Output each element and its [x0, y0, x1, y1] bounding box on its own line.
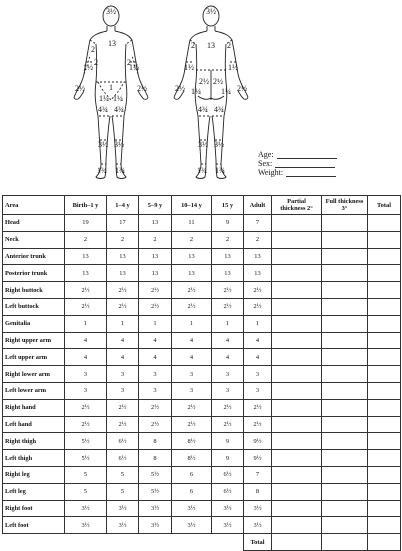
percent-cell: 2½: [244, 399, 272, 416]
row-total-input[interactable]: [368, 433, 401, 450]
partial-thickness-input[interactable]: [272, 248, 322, 265]
table-row: [3, 248, 401, 265]
back-area-percent-label: 2½: [175, 84, 185, 93]
partial-thickness-input[interactable]: [272, 500, 322, 517]
percent-cell: 3: [139, 366, 172, 383]
full-total-input[interactable]: [322, 534, 368, 551]
percent-cell: 4: [107, 349, 139, 366]
percent-cell: 13: [244, 248, 272, 265]
area-name-cell: Left thigh: [3, 450, 65, 467]
percent-cell: 6½: [212, 483, 244, 500]
percent-cell: 2½: [107, 399, 139, 416]
area-name-cell: Right buttock: [3, 282, 65, 299]
percent-cell: 3½: [212, 500, 244, 517]
area-name-cell: Left buttock: [3, 298, 65, 315]
percent-cell: 4: [65, 332, 107, 349]
percent-cell: 7: [244, 466, 272, 483]
table-row: [3, 298, 401, 315]
back-area-percent-label: 2½: [199, 77, 209, 86]
front-area-percent-label: 2: [91, 45, 95, 54]
percent-cell: 3½: [107, 500, 139, 517]
partial-thickness-input[interactable]: [272, 282, 322, 299]
percent-cell: 13: [139, 215, 172, 232]
full-thickness-input[interactable]: [322, 215, 368, 232]
table-row: [3, 483, 401, 500]
col-header-birth-1y: Birth–1 y: [65, 196, 107, 215]
area-name-cell: Genitalia: [3, 315, 65, 332]
percent-cell: 5: [107, 483, 139, 500]
percent-cell: 2½: [139, 399, 172, 416]
full-thickness-input[interactable]: [322, 298, 368, 315]
table-row: [3, 349, 401, 366]
percent-cell: 3: [172, 382, 212, 399]
percent-cell: 2½: [212, 298, 244, 315]
back-area-percent-label: 4¾: [198, 105, 208, 114]
full-thickness-input[interactable]: [322, 382, 368, 399]
front-area-percent-label: 3½: [106, 7, 116, 16]
patient-info: [258, 150, 337, 177]
percent-cell: 2½: [212, 416, 244, 433]
percent-cell: 3½: [65, 500, 107, 517]
row-total-input[interactable]: [368, 416, 401, 433]
front-area-percent-label: 3½: [114, 140, 124, 149]
percent-cell: 8: [139, 450, 172, 467]
percent-cell: 13: [244, 265, 272, 282]
col-header-15y: 15 y: [212, 196, 244, 215]
col-header-1-4y: 1–4 y: [107, 196, 139, 215]
full-thickness-input[interactable]: [322, 483, 368, 500]
back-area-percent-label: 2: [191, 41, 195, 50]
percent-cell: 9½: [244, 433, 272, 450]
percent-cell: 3: [107, 382, 139, 399]
blank-cell: [3, 534, 65, 551]
percent-cell: 13: [212, 265, 244, 282]
area-name-cell: Neck: [3, 231, 65, 248]
row-total-input[interactable]: [368, 332, 401, 349]
row-total-input[interactable]: [368, 298, 401, 315]
percent-cell: 5: [65, 483, 107, 500]
full-thickness-input[interactable]: [322, 248, 368, 265]
table-row: [3, 265, 401, 282]
grand-total-input[interactable]: [368, 534, 401, 551]
percent-cell: 6: [172, 466, 212, 483]
percent-cell: 4: [172, 349, 212, 366]
full-thickness-input[interactable]: [322, 517, 368, 534]
front-area-percent-label: 2½: [75, 84, 85, 93]
front-area-percent-label: 1½: [83, 63, 93, 72]
front-area-percent-label: 2½: [137, 84, 147, 93]
back-area-percent-label: 2½: [237, 84, 247, 93]
back-area-percent-label: 2½: [213, 77, 223, 86]
area-name-cell: Right lower arm: [3, 366, 65, 383]
percent-cell: 2: [65, 231, 107, 248]
percent-cell: 8: [244, 483, 272, 500]
blank-cell: [107, 534, 139, 551]
area-name-cell: Left foot: [3, 517, 65, 534]
percent-cell: 11: [172, 215, 212, 232]
row-total-input[interactable]: [368, 366, 401, 383]
percent-cell: 8: [139, 433, 172, 450]
percent-cell: 2: [107, 231, 139, 248]
percent-cell: 9: [212, 450, 244, 467]
percent-cell: 3: [107, 366, 139, 383]
table-row: [3, 215, 401, 232]
weight-label: Weight:: [258, 168, 284, 177]
percent-cell: 2½: [172, 399, 212, 416]
percent-cell: 6: [172, 483, 212, 500]
row-total-input[interactable]: [368, 399, 401, 416]
back-area-percent-label: 3½: [214, 140, 224, 149]
total-row: [3, 534, 401, 551]
area-name-cell: Right foot: [3, 500, 65, 517]
percent-cell: 2½: [65, 399, 107, 416]
front-area-percent-label: 3½: [98, 140, 108, 149]
blank-cell: [65, 534, 107, 551]
percent-cell: 3½: [107, 517, 139, 534]
percent-cell: 3½: [244, 500, 272, 517]
percent-cell: 2½: [107, 416, 139, 433]
percent-cell: 2½: [65, 282, 107, 299]
percent-cell: 1: [139, 315, 172, 332]
percent-cell: 13: [172, 248, 212, 265]
table-row: [3, 399, 401, 416]
partial-thickness-input[interactable]: [272, 265, 322, 282]
col-header-adult: Adult: [244, 196, 272, 215]
percent-cell: 6½: [107, 433, 139, 450]
percent-cell: 2½: [212, 399, 244, 416]
front-area-percent-label: 13: [108, 39, 116, 48]
partial-thickness-input[interactable]: [272, 315, 322, 332]
full-thickness-input[interactable]: [322, 366, 368, 383]
percent-cell: 8½: [172, 433, 212, 450]
front-area-percent-label: 2: [94, 58, 98, 67]
table-header-row: [3, 196, 401, 215]
full-thickness-input[interactable]: [322, 349, 368, 366]
table-row: [3, 231, 401, 248]
percent-cell: 3: [65, 366, 107, 383]
col-header-area: Area: [3, 196, 65, 215]
back-area-percent-label: 13: [207, 41, 215, 50]
front-area-labels: [75, 7, 147, 175]
partial-thickness-input[interactable]: [272, 433, 322, 450]
full-thickness-input[interactable]: [322, 315, 368, 332]
area-name-cell: Right leg: [3, 466, 65, 483]
table-row: [3, 517, 401, 534]
row-total-input[interactable]: [368, 265, 401, 282]
percent-cell: 4: [139, 332, 172, 349]
percent-cell: 4: [107, 332, 139, 349]
percent-cell: 2½: [107, 282, 139, 299]
percent-cell: 3: [65, 382, 107, 399]
area-name-cell: Left upper arm: [3, 349, 65, 366]
front-area-percent-label: 2: [127, 58, 131, 67]
front-area-percent-label: 4¾: [98, 105, 108, 114]
percent-cell: 2½: [212, 282, 244, 299]
area-name-cell: Anterior trunk: [3, 248, 65, 265]
area-name-cell: Posterior trunk: [3, 265, 65, 282]
percent-cell: 2½: [244, 416, 272, 433]
percent-cell: 3: [139, 382, 172, 399]
partial-thickness-input[interactable]: [272, 483, 322, 500]
percent-cell: 3½: [172, 517, 212, 534]
percent-cell: 13: [172, 265, 212, 282]
percent-cell: 2½: [107, 298, 139, 315]
col-header-total: Total: [368, 196, 401, 215]
percent-cell: 4: [139, 349, 172, 366]
percent-cell: 3: [212, 366, 244, 383]
partial-thickness-input[interactable]: [272, 382, 322, 399]
row-total-input[interactable]: [368, 450, 401, 467]
front-area-percent-label: 1: [109, 83, 113, 92]
percent-cell: 2½: [139, 416, 172, 433]
col-header-10-14y: 10–14 y: [172, 196, 212, 215]
percent-cell: 2½: [65, 416, 107, 433]
percent-cell: 2: [212, 231, 244, 248]
percent-cell: 6½: [107, 450, 139, 467]
percent-cell: 3½: [244, 517, 272, 534]
blank-cell: [212, 534, 244, 551]
table-row: [3, 332, 401, 349]
weight-field[interactable]: [286, 169, 336, 177]
percent-cell: 2½: [139, 298, 172, 315]
table-row: [3, 500, 401, 517]
area-name-cell: Right upper arm: [3, 332, 65, 349]
partial-thickness-input[interactable]: [272, 416, 322, 433]
row-total-input[interactable]: [368, 248, 401, 265]
partial-total-input[interactable]: [272, 534, 322, 551]
table-row: [3, 366, 401, 383]
col-header-partial-thickness: Partial thickness 2°: [272, 196, 322, 215]
percent-cell: 2½: [244, 282, 272, 299]
row-total-input[interactable]: [368, 500, 401, 517]
back-area-percent-label: 1½: [184, 63, 194, 72]
percent-cell: 4: [172, 332, 212, 349]
percent-cell: 2½: [172, 298, 212, 315]
percent-cell: 7: [244, 215, 272, 232]
area-name-cell: Left lower arm: [3, 382, 65, 399]
percent-cell: 2: [139, 231, 172, 248]
percent-cell: 2: [172, 231, 212, 248]
percent-cell: 4: [212, 349, 244, 366]
percent-cell: 1: [244, 315, 272, 332]
row-total-input[interactable]: [368, 215, 401, 232]
percent-cell: 2½: [172, 416, 212, 433]
percent-cell: 2½: [172, 282, 212, 299]
blank-cell: [139, 534, 172, 551]
percent-cell: 13: [139, 248, 172, 265]
row-total-input[interactable]: [368, 483, 401, 500]
row-total-input[interactable]: [368, 282, 401, 299]
burn-area-table: [2, 195, 401, 551]
percent-cell: 13: [212, 248, 244, 265]
age-label: Age:: [258, 150, 274, 159]
percent-cell: 2½: [139, 282, 172, 299]
percent-cell: 3½: [139, 500, 172, 517]
full-thickness-input[interactable]: [322, 231, 368, 248]
area-name-cell: Left leg: [3, 483, 65, 500]
table-row: [3, 382, 401, 399]
partial-thickness-input[interactable]: [272, 298, 322, 315]
percent-cell: 2: [244, 231, 272, 248]
percent-cell: 3: [212, 382, 244, 399]
percent-cell: 17: [107, 215, 139, 232]
total-label: Total: [244, 534, 272, 551]
full-thickness-input[interactable]: [322, 399, 368, 416]
back-area-percent-label: 2: [227, 41, 231, 50]
age-field[interactable]: [277, 151, 337, 159]
sex-field[interactable]: [275, 160, 335, 168]
percent-cell: 8½: [172, 450, 212, 467]
col-header-full-thickness: Full thickness 3°: [322, 196, 368, 215]
percent-cell: 13: [139, 265, 172, 282]
table-row: [3, 433, 401, 450]
percent-cell: 3½: [212, 517, 244, 534]
area-name-cell: Right hand: [3, 399, 65, 416]
partial-thickness-input[interactable]: [272, 466, 322, 483]
percent-cell: 1: [107, 315, 139, 332]
back-area-percent-label: 1¼: [191, 87, 201, 96]
area-name-cell: Head: [3, 215, 65, 232]
area-name-cell: Left hand: [3, 416, 65, 433]
back-area-percent-label: 3½: [206, 7, 216, 16]
table-row: [3, 450, 401, 467]
back-area-percent-label: 1¾: [197, 166, 207, 175]
percent-cell: 3: [244, 366, 272, 383]
table-row: [3, 282, 401, 299]
table-row: [3, 416, 401, 433]
full-thickness-input[interactable]: [322, 500, 368, 517]
front-area-percent-label: 1¾: [115, 166, 125, 175]
sex-label: Sex:: [258, 159, 273, 168]
percent-cell: 9: [212, 433, 244, 450]
full-thickness-input[interactable]: [322, 282, 368, 299]
percent-cell: 3½: [65, 517, 107, 534]
row-total-input[interactable]: [368, 231, 401, 248]
full-thickness-input[interactable]: [322, 433, 368, 450]
percent-cell: 5: [65, 466, 107, 483]
percent-cell: 13: [65, 248, 107, 265]
row-total-input[interactable]: [368, 466, 401, 483]
back-area-percent-label: 3½: [198, 140, 208, 149]
row-total-input[interactable]: [368, 517, 401, 534]
percent-cell: 2½: [65, 298, 107, 315]
partial-thickness-input[interactable]: [272, 231, 322, 248]
percent-cell: 1: [172, 315, 212, 332]
percent-cell: 5½: [65, 450, 107, 467]
percent-cell: 4: [244, 349, 272, 366]
front-area-percent-label: 1¼: [113, 94, 123, 103]
percent-cell: 5½: [139, 483, 172, 500]
front-area-percent-label: 1¾: [97, 166, 107, 175]
age-row: [258, 150, 337, 159]
area-name-cell: Right thigh: [3, 433, 65, 450]
row-total-input[interactable]: [368, 349, 401, 366]
partial-thickness-input[interactable]: [272, 517, 322, 534]
percent-cell: 4: [65, 349, 107, 366]
percent-cell: 13: [107, 265, 139, 282]
percent-cell: 19: [65, 215, 107, 232]
table-row: [3, 315, 401, 332]
percent-cell: 3: [172, 366, 212, 383]
partial-thickness-input[interactable]: [272, 399, 322, 416]
row-total-input[interactable]: [368, 315, 401, 332]
percent-cell: 9½: [244, 450, 272, 467]
percent-cell: 5½: [65, 433, 107, 450]
percent-cell: 5½: [139, 466, 172, 483]
weight-row: [258, 168, 337, 177]
percent-cell: 4: [212, 332, 244, 349]
percent-cell: 13: [65, 265, 107, 282]
front-area-percent-label: 1¼: [99, 94, 109, 103]
blank-cell: [172, 534, 212, 551]
table-row: [3, 466, 401, 483]
partial-thickness-input[interactable]: [272, 332, 322, 349]
percent-cell: 2½: [244, 298, 272, 315]
partial-thickness-input[interactable]: [272, 349, 322, 366]
percent-cell: 9: [212, 215, 244, 232]
back-area-percent-label: 1¼: [221, 87, 231, 96]
back-area-percent-label: 4¾: [214, 105, 224, 114]
full-thickness-input[interactable]: [322, 416, 368, 433]
full-thickness-input[interactable]: [322, 332, 368, 349]
full-thickness-input[interactable]: [322, 265, 368, 282]
percent-cell: 1: [212, 315, 244, 332]
full-thickness-input[interactable]: [322, 466, 368, 483]
row-total-input[interactable]: [368, 382, 401, 399]
partial-thickness-input[interactable]: [272, 366, 322, 383]
percent-cell: 6½: [212, 466, 244, 483]
percent-cell: 3½: [139, 517, 172, 534]
sex-row: [258, 159, 337, 168]
partial-thickness-input[interactable]: [272, 215, 322, 232]
back-area-percent-label: 1½: [228, 63, 238, 72]
col-header-5-9y: 5–9 y: [139, 196, 172, 215]
full-thickness-input[interactable]: [322, 450, 368, 467]
back-area-percent-label: 1¾: [215, 166, 225, 175]
percent-cell: 3½: [172, 500, 212, 517]
body-diagrams: [0, 0, 402, 195]
percent-cell: 1: [65, 315, 107, 332]
front-area-percent-label: 4¾: [114, 105, 124, 114]
percent-cell: 5: [107, 466, 139, 483]
percent-cell: 13: [107, 248, 139, 265]
percent-cell: 4: [244, 332, 272, 349]
front-area-percent-label: 1½: [129, 63, 139, 72]
percent-cell: 3: [244, 382, 272, 399]
partial-thickness-input[interactable]: [272, 450, 322, 467]
